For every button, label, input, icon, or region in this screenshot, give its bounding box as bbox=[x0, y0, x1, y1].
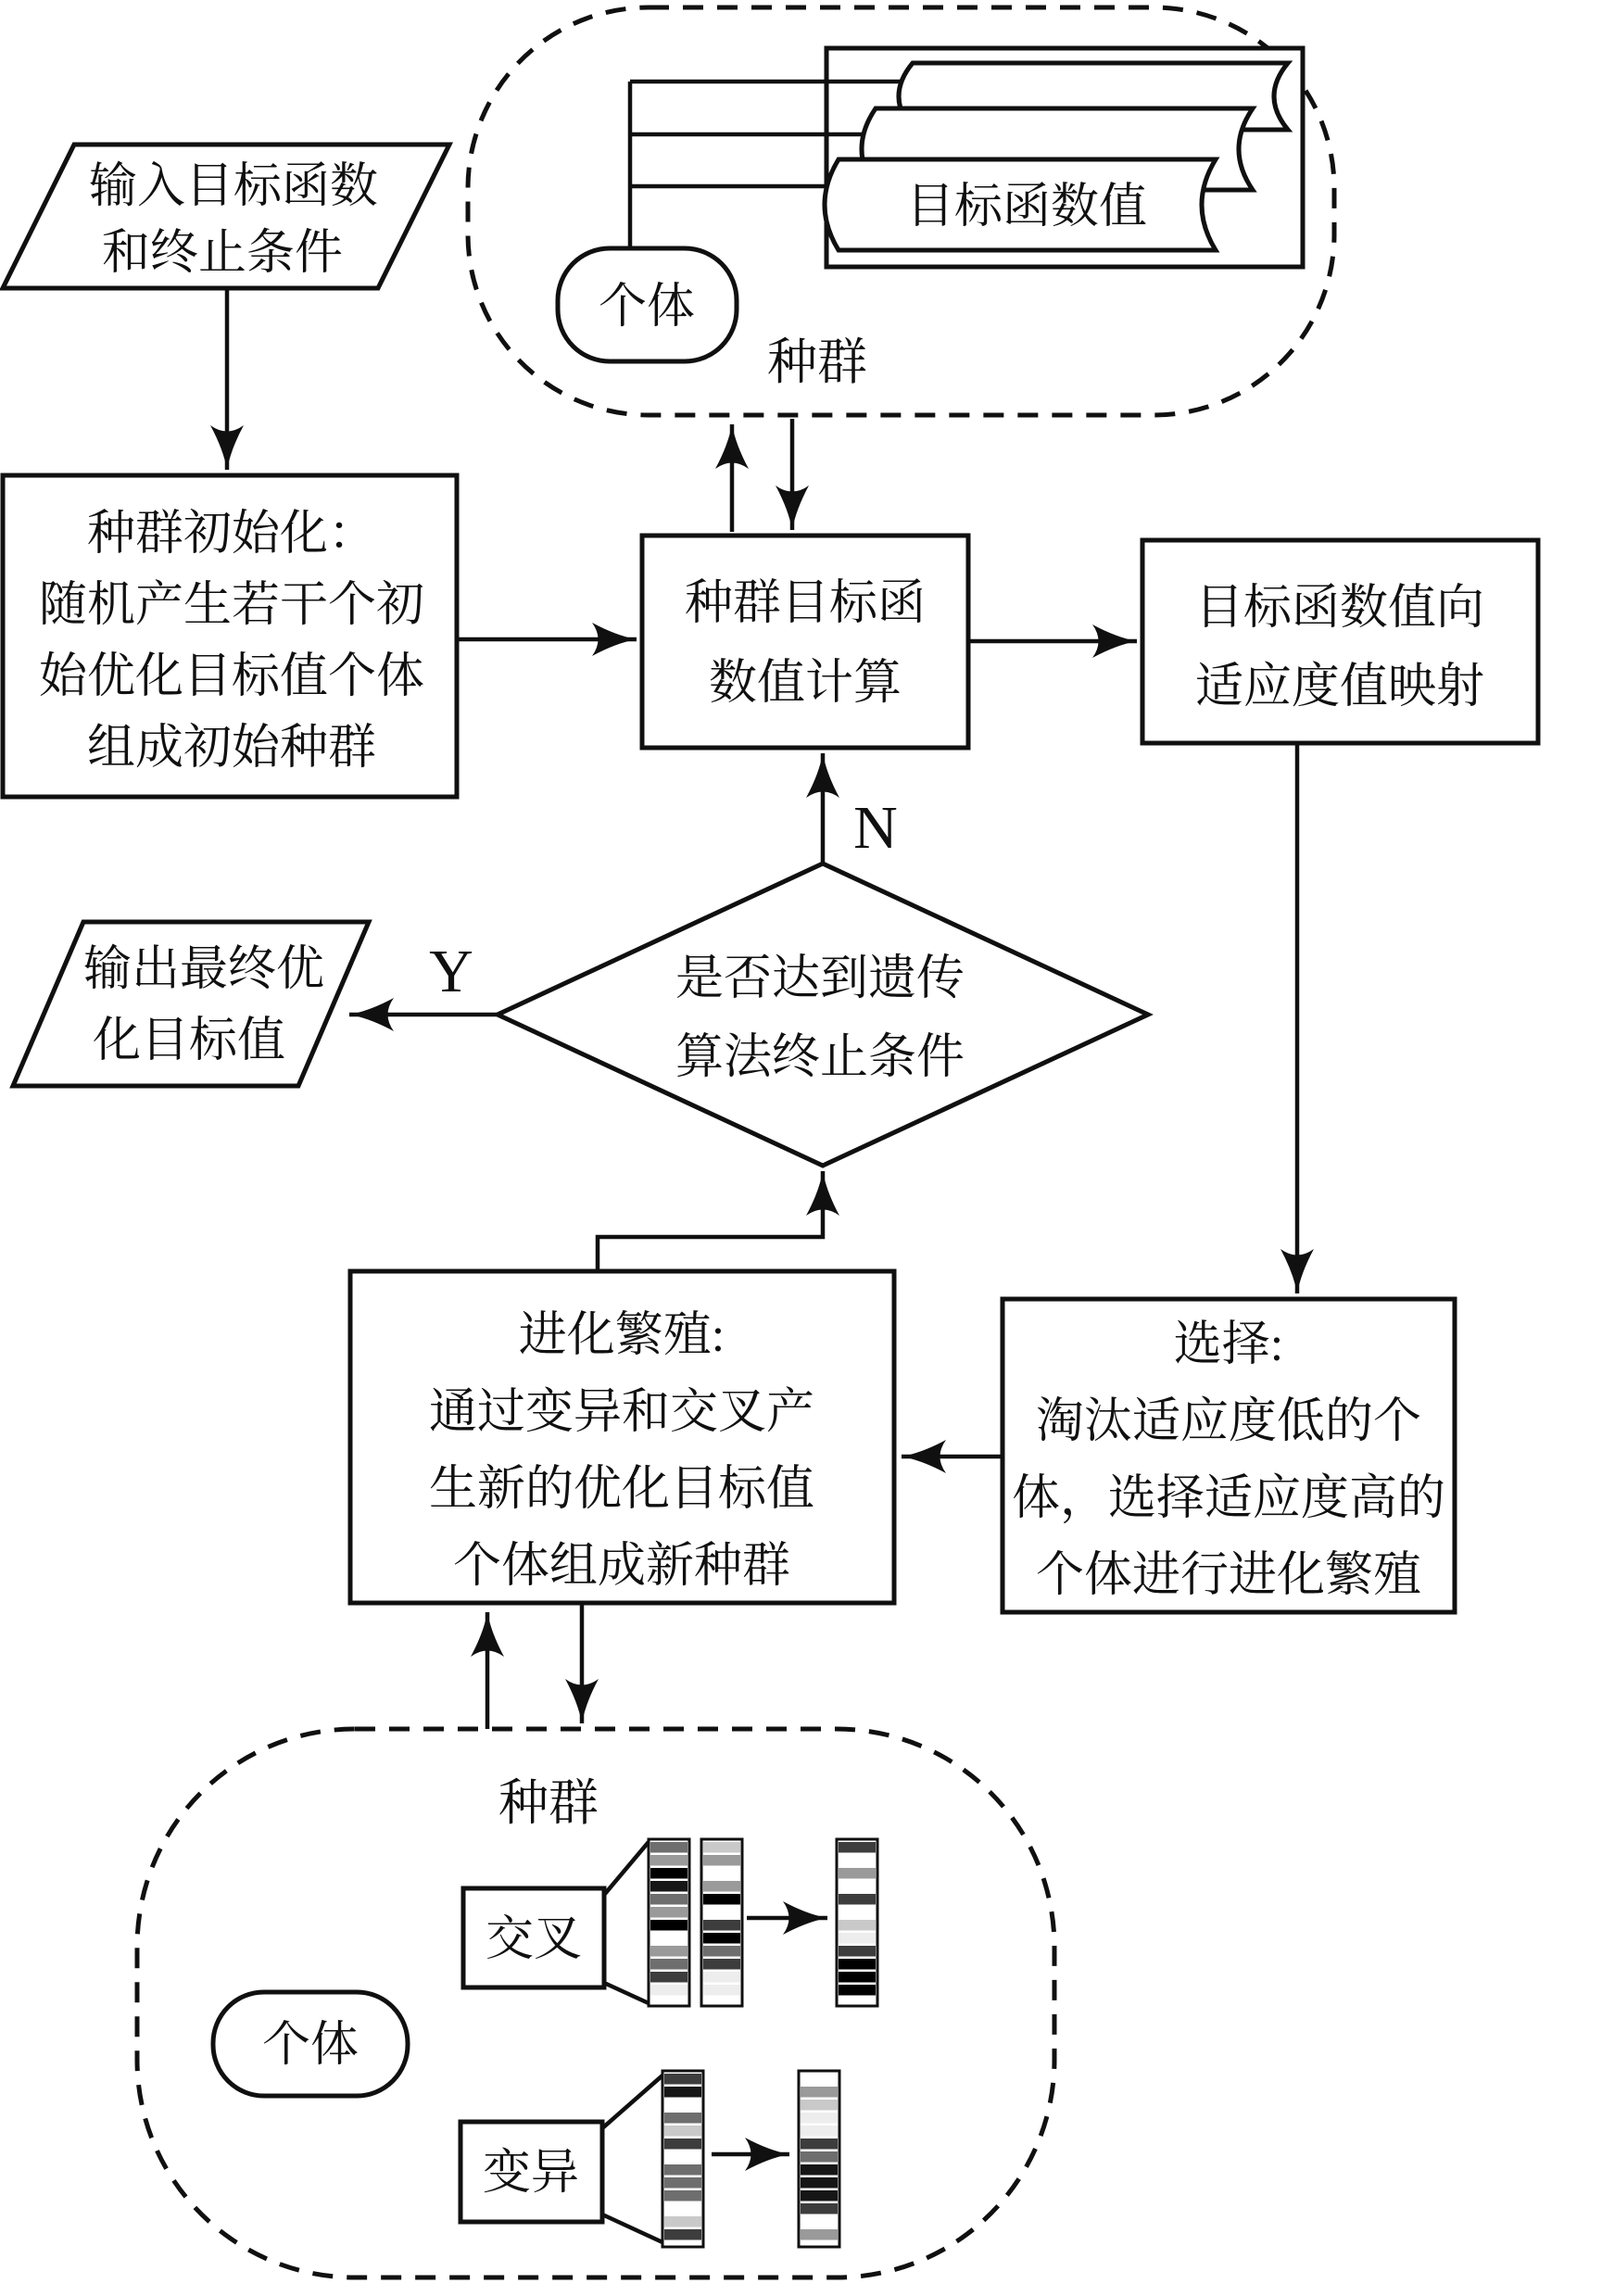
chromosome-stripe bbox=[703, 1907, 740, 1918]
chromosome-stripe bbox=[650, 1855, 687, 1866]
chromosome-stripe bbox=[839, 1933, 876, 1944]
chromosome-stripe bbox=[703, 1920, 740, 1931]
input-line-1: 输入目标函数 bbox=[88, 160, 379, 213]
chromosome-stripe bbox=[650, 1972, 687, 1983]
chromosome-stripe bbox=[664, 2126, 701, 2137]
chromosome-stripe bbox=[801, 2190, 838, 2201]
output-line-1: 输出最终优 bbox=[82, 943, 325, 996]
chromosome-stripe bbox=[664, 2087, 701, 2098]
chromosome-stripe bbox=[650, 1985, 687, 1996]
chromosome-stripe bbox=[664, 2190, 701, 2201]
decision-line-2: 算法终止条件 bbox=[675, 1031, 965, 1084]
selection-line-4: 个体进行进化繁殖 bbox=[1035, 1549, 1422, 1602]
individual-top-label: 个体 bbox=[598, 281, 696, 334]
input-line-2: 和终止条件 bbox=[101, 227, 344, 280]
crossover-parent-bar-1 bbox=[649, 1839, 689, 2006]
crossover-parent-bar-2 bbox=[701, 1839, 742, 2006]
chromosome-stripe bbox=[703, 1959, 740, 1970]
chromosome-stripe bbox=[650, 1842, 687, 1853]
chromosome-stripe bbox=[839, 1894, 876, 1905]
chromosome-stripe bbox=[703, 1972, 740, 1983]
chromosome-stripe bbox=[664, 2074, 701, 2085]
chromosome-stripe bbox=[664, 2138, 701, 2150]
chromosome-stripe bbox=[650, 1894, 687, 1905]
chromosome-stripe bbox=[839, 1985, 876, 1996]
crossover-fan-bottom bbox=[604, 1983, 649, 2003]
chromosome-stripe bbox=[664, 2151, 701, 2163]
chromosome-stripe bbox=[664, 2113, 701, 2124]
individual-bottom-label: 个体 bbox=[261, 2019, 360, 2072]
chromosome-stripe bbox=[839, 1959, 876, 1970]
mutation-fan-top bbox=[602, 2075, 662, 2128]
chromosome-stripe bbox=[839, 1972, 876, 1983]
chromosome-stripe bbox=[801, 2151, 838, 2163]
mutation-label: 变异 bbox=[482, 2147, 580, 2200]
chromosome-stripe bbox=[650, 1868, 687, 1879]
mapping-line-2: 适应度值映射 bbox=[1194, 661, 1485, 713]
chromosome-stripe bbox=[839, 1855, 876, 1866]
chromosome-stripe bbox=[664, 2177, 701, 2189]
chromosome-stripe bbox=[839, 1946, 876, 1957]
init-line-3: 始优化目标值个体 bbox=[38, 650, 425, 703]
chromosome-stripe bbox=[703, 1881, 740, 1892]
mapping-line-1: 目标函数值向 bbox=[1194, 582, 1485, 635]
calc-line-1: 种群目标函 bbox=[684, 577, 927, 630]
decision-line-1: 是否达到遗传 bbox=[675, 952, 965, 1005]
output-line-2: 化目标值 bbox=[92, 1015, 286, 1067]
mutation-result-bar bbox=[799, 2071, 839, 2247]
chromosome-stripe bbox=[650, 1959, 687, 1970]
population-top-label: 种群 bbox=[767, 334, 867, 390]
chromosome-bars bbox=[649, 1839, 877, 2247]
chromosome-stripe bbox=[703, 1842, 740, 1853]
chromosome-stripe bbox=[801, 2216, 838, 2227]
crossover-fan-top bbox=[604, 1842, 649, 1895]
selection-line-2: 淘汰适应度低的个 bbox=[1035, 1395, 1422, 1448]
chromosome-stripe bbox=[703, 1933, 740, 1944]
arrow-evolution-to-decision bbox=[598, 1171, 823, 1271]
chromosome-stripe bbox=[650, 1881, 687, 1892]
chromosome-stripe bbox=[801, 2229, 838, 2240]
evolution-line-4: 个体组成新种群 bbox=[452, 1540, 791, 1593]
decision-diamond bbox=[498, 864, 1148, 1166]
chromosome-stripe bbox=[839, 1907, 876, 1918]
chromosome-stripe bbox=[801, 2177, 838, 2189]
chromosome-stripe bbox=[801, 2138, 838, 2150]
init-line-1: 种群初始化： bbox=[86, 508, 377, 561]
chromosome-stripe bbox=[703, 1946, 740, 1957]
calc-line-2: 数值计算 bbox=[708, 657, 902, 710]
chromosome-stripe bbox=[703, 1855, 740, 1866]
chromosome-stripe bbox=[664, 2216, 701, 2227]
chromosome-stripe bbox=[664, 2229, 701, 2240]
init-line-2: 随机产生若干个初 bbox=[38, 579, 425, 632]
chromosome-stripe bbox=[664, 2164, 701, 2176]
crossover-result-bar bbox=[837, 1839, 877, 2006]
chromosome-stripe bbox=[801, 2203, 838, 2214]
objective-values-label: 目标函数值 bbox=[905, 181, 1148, 233]
chromosome-stripe bbox=[801, 2087, 838, 2098]
edge-label-yes: Y bbox=[429, 938, 473, 1005]
chromosome-stripe bbox=[650, 1946, 687, 1957]
edge-label-no: N bbox=[853, 794, 898, 862]
calc-box bbox=[642, 536, 968, 748]
init-line-4: 组成初始种群 bbox=[86, 722, 377, 775]
chromosome-stripe bbox=[703, 1985, 740, 1996]
chromosome-stripe bbox=[801, 2113, 838, 2124]
chromosome-stripe bbox=[703, 1868, 740, 1879]
chromosome-stripe bbox=[650, 1907, 687, 1918]
population-bottom-label: 种群 bbox=[498, 1775, 599, 1831]
chromosome-stripe bbox=[839, 1881, 876, 1892]
evolution-line-2: 通过变异和交叉产 bbox=[428, 1386, 815, 1439]
chromosome-stripe bbox=[650, 1920, 687, 1931]
mutation-source-bar bbox=[662, 2071, 703, 2247]
chromosome-stripe bbox=[801, 2164, 838, 2176]
chromosome-stripe bbox=[664, 2203, 701, 2214]
selection-line-1: 选择: bbox=[1173, 1318, 1284, 1371]
mutation-fan-bottom bbox=[602, 2214, 662, 2242]
chromosome-stripe bbox=[839, 1920, 876, 1931]
chromosome-stripe bbox=[664, 2100, 701, 2111]
chromosome-stripe bbox=[703, 1894, 740, 1905]
chromosome-stripe bbox=[801, 2100, 838, 2111]
selection-line-3: 体，选择适应度高的 bbox=[1011, 1472, 1446, 1525]
chromosome-stripe bbox=[839, 1868, 876, 1879]
chromosome-stripe bbox=[839, 1842, 876, 1853]
crossover-label: 交叉 bbox=[485, 1913, 583, 1966]
chromosome-stripe bbox=[801, 2126, 838, 2137]
chromosome-stripe bbox=[650, 1933, 687, 1944]
evolution-line-1: 进化繁殖: bbox=[518, 1309, 725, 1362]
chromosome-stripe bbox=[801, 2074, 838, 2085]
evolution-line-3: 生新的优化目标值 bbox=[428, 1463, 815, 1516]
